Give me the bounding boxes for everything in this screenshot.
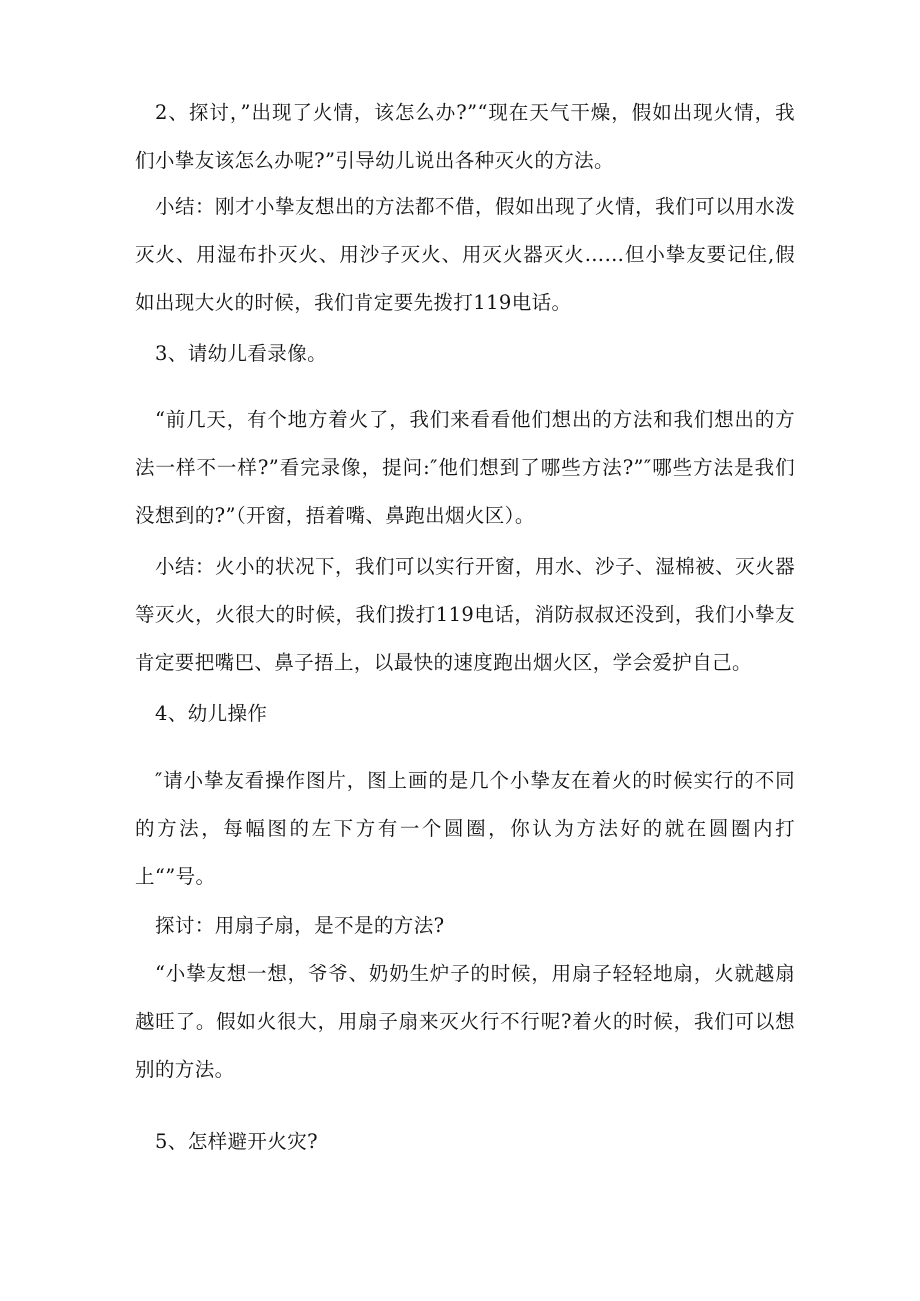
paragraph-operation-instructions: ″请小挚友看操作图片，图上画的是几个小挚友在着火的时候实行的不同的方法，每幅图的左下方有一个圆圈，你认为方法好的就在圆圈内打上“”号。	[135, 769, 795, 888]
paragraph-discussion: 2、探讨，”出现了火情，该怎么办?”“现在天气干燥，假如出现火情，我们小挚友该怎么办呢?”引导幼儿说出各种灭火的方法。	[135, 101, 795, 172]
paragraph-summary-2: 小结：火小的状况下，我们可以实行开窗，用水、沙子、湿棉被、灭火器等灭火，火很大的时候，我们拨打119电话，消防叔叔还没到，我们小挚友肯定要把嘴巴、鼻子捂上，以最快的速度跑出烟火区，学会爱护自己。	[135, 555, 795, 674]
paragraph-fan-question: 探讨：用扇子扇，是不是的方法?	[155, 914, 445, 937]
paragraph-child-operation: 4、幼儿操作	[155, 702, 268, 725]
paragraph-summary-1: 小结：刚才小挚友想出的方法都不借，假如出现了火情，我们可以用水泼灭火、用湿布扑灭火、用沙子灭火、用灭火器灭火……但小挚友要记住,假如出现大火的时候，我们肯定要先拨打119电话。	[135, 195, 795, 314]
paragraph-video-discussion: “前几天，有个地方着火了，我们来看看他们想出的方法和我们想出的方法一样不一样?”看完录像，提问:″他们想到了哪些方法?”″哪些方法是我们没想到的?”（开窗，捂着嘴、鼻跑出烟火区）。	[135, 408, 795, 527]
paragraph-avoid-fire: 5、怎样避开火灾?	[155, 1130, 318, 1153]
paragraph-fan-discussion: “小挚友想一想，爷爷、奶奶生炉子的时候，用扇子轻轻地扇，火就越扇越旺了。假如火很大，用扇子扇来灭火行不行呢?着火的时候，我们可以想别的方法。	[135, 962, 795, 1081]
paragraph-watch-video: 3、请幼儿看录像。	[155, 342, 328, 365]
